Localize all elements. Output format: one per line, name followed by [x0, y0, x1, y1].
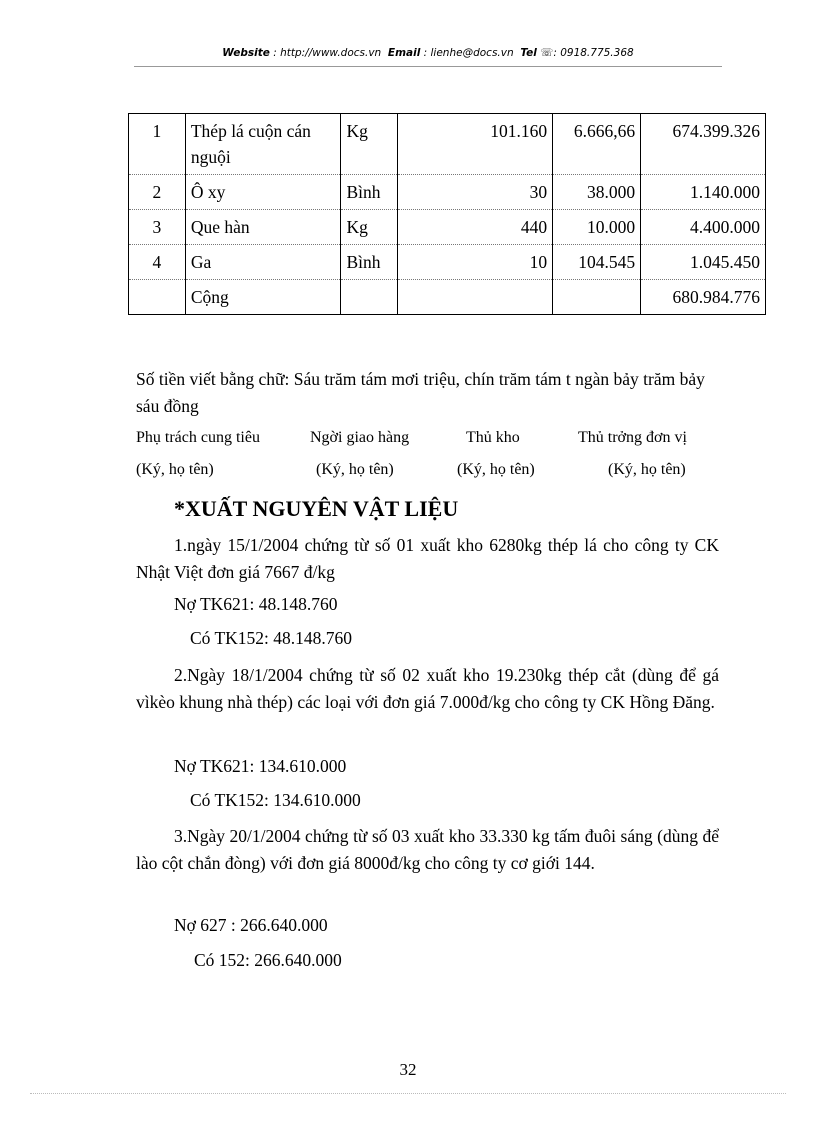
item-quantity: 440 [398, 210, 553, 245]
item-name: Ga [185, 245, 341, 280]
table-row [129, 210, 766, 245]
website-label: Website [222, 47, 270, 59]
total-amount: 680.984.776 [641, 280, 766, 315]
row-number: 4 [129, 245, 186, 280]
item-quantity: 10 [398, 245, 553, 280]
signature-role: Ngời giao hàng [310, 429, 410, 446]
debit-entry: Nợ TK621: 134.610.000 [174, 756, 347, 776]
email-value[interactable]: : lienhe@docs.vn [423, 47, 514, 59]
tel-value: : 0918.775.368 [553, 47, 634, 59]
row-number: 2 [129, 175, 186, 210]
page-number: 32 [399, 1060, 417, 1079]
table-row [129, 114, 766, 175]
tel-label: Tel [520, 47, 537, 59]
table-row [129, 175, 766, 210]
item-amount: 674.399.326 [641, 114, 766, 175]
entry-description: 2.Ngày 18/1/2004 chứng từ số 02 xuất kho 19.230kg thép cắt (dùng để gá vìkèo khung nhà thép) các loại với đơn giá 7.000đ/kg cho công ty CK Hồng Đăng. [136, 665, 719, 712]
signature-note: (Ký, họ tên) [457, 461, 535, 478]
item-unit: Bình [341, 175, 398, 210]
header-divider [134, 66, 722, 67]
item-quantity [398, 280, 553, 315]
item-name: Thép lá cuộn cán nguội [185, 114, 341, 175]
item-quantity: 30 [398, 175, 553, 210]
credit-entry: Có TK152: 134.610.000 [190, 790, 361, 810]
website-value[interactable]: : http://www.docs.vn [273, 47, 382, 59]
item-unit [341, 280, 398, 315]
item-amount: 1.045.450 [641, 245, 766, 280]
telephone-icon: ☏ [540, 47, 554, 59]
item-price: 38.000 [553, 175, 641, 210]
item-unit: Kg [341, 114, 398, 175]
entry-description: 3.Ngày 20/1/2004 chứng từ số 03 xuất kho 33.330 kg tấm đuôi sáng (dùng để lào cột chắn đòng) với đơn giá 8000đ/kg cho công ty cơ giới 144. [136, 826, 719, 873]
item-amount: 1.140.000 [641, 175, 766, 210]
signature-note: (Ký, họ tên) [608, 461, 686, 478]
table-total-row [129, 280, 766, 315]
row-number: 3 [129, 210, 186, 245]
item-quantity: 101.160 [398, 114, 553, 175]
page-header [134, 47, 722, 59]
item-name: Ô xy [185, 175, 341, 210]
item-unit: Kg [341, 210, 398, 245]
footer-divider [30, 1093, 786, 1094]
signature-role: Phụ trách cung tiêu [136, 429, 260, 446]
item-price [553, 280, 641, 315]
debit-entry: Nợ TK621: 48.148.760 [174, 594, 338, 614]
signature-note: (Ký, họ tên) [316, 461, 394, 478]
item-unit: Bình [341, 245, 398, 280]
signature-note: (Ký, họ tên) [136, 461, 214, 478]
credit-entry: Có 152: 266.640.000 [194, 950, 342, 970]
amount-in-words: Số tiền viết bằng chữ: Sáu trăm tám mơi triệu, chín trăm tám t ngàn bảy trăm bảy sáu đồng [136, 369, 705, 416]
item-price: 6.666,66 [553, 114, 641, 175]
total-label: Cộng [185, 280, 341, 315]
section-heading: *XUẤT NGUYÊN VẬT LIỆU [174, 496, 459, 521]
item-name: Que hàn [185, 210, 341, 245]
goods-table [128, 113, 766, 315]
item-price: 104.545 [553, 245, 641, 280]
signature-role: Thủ kho [466, 429, 520, 446]
row-number: 1 [129, 114, 186, 175]
credit-entry: Có TK152: 48.148.760 [190, 628, 353, 648]
signature-role: Thủ trởng đơn vị [578, 429, 687, 446]
email-label: Email [387, 47, 421, 59]
entry-description: 1.ngày 15/1/2004 chứng từ số 01 xuất kho 6280kg thép lá cho công ty CK Nhật Việt đơn giá 7667 đ/kg [136, 535, 719, 582]
row-number [129, 280, 186, 315]
item-amount: 4.400.000 [641, 210, 766, 245]
item-price: 10.000 [553, 210, 641, 245]
debit-entry: Nợ 627 : 266.640.000 [174, 915, 328, 935]
table-row [129, 245, 766, 280]
